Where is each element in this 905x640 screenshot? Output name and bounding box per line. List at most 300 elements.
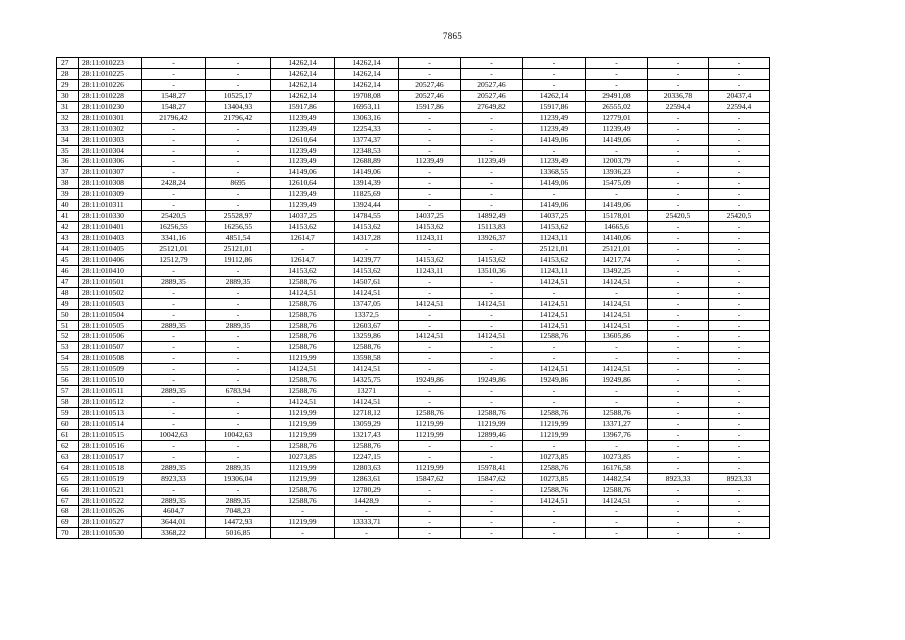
cadastral-code-cell: 28:11:010503 bbox=[79, 298, 142, 309]
value-cell: - bbox=[648, 167, 709, 178]
row-index-cell: 31 bbox=[57, 101, 79, 112]
value-cell: 14262,14 bbox=[271, 68, 335, 79]
value-cell: - bbox=[399, 178, 461, 189]
value-cell: - bbox=[461, 68, 523, 79]
value-cell: 12718,12 bbox=[335, 408, 399, 419]
value-cell: 12588,76 bbox=[271, 331, 335, 342]
table-row bbox=[57, 331, 770, 342]
value-cell: 13371,27 bbox=[586, 418, 648, 429]
cadastral-code-cell: 28:11:010301 bbox=[79, 112, 142, 123]
value-cell: 3644,01 bbox=[142, 517, 206, 528]
value-cell: 25420,5 bbox=[142, 211, 206, 222]
value-cell: - bbox=[709, 58, 770, 69]
cadastral-code-cell: 28:11:010223 bbox=[79, 58, 142, 69]
value-cell: 4851,54 bbox=[206, 233, 271, 244]
value-cell: 13605,86 bbox=[586, 331, 648, 342]
value-cell: - bbox=[142, 298, 206, 309]
value-cell: - bbox=[399, 364, 461, 375]
value-cell: - bbox=[523, 79, 586, 90]
value-cell: - bbox=[461, 112, 523, 123]
value-cell: - bbox=[586, 353, 648, 364]
value-cell: - bbox=[709, 320, 770, 331]
value-cell: - bbox=[399, 440, 461, 451]
value-cell: - bbox=[648, 276, 709, 287]
value-cell: 11219,99 bbox=[271, 517, 335, 528]
value-cell: 14037,25 bbox=[271, 211, 335, 222]
value-cell: 14262,14 bbox=[335, 79, 399, 90]
value-cell: 11239,49 bbox=[586, 123, 648, 134]
value-cell: - bbox=[586, 145, 648, 156]
value-cell: 14124,51 bbox=[335, 397, 399, 408]
value-cell: 14149,06 bbox=[523, 178, 586, 189]
value-cell: - bbox=[586, 386, 648, 397]
value-cell: - bbox=[461, 342, 523, 353]
value-cell: - bbox=[709, 134, 770, 145]
table-row bbox=[57, 58, 770, 69]
value-cell: 12254,33 bbox=[335, 123, 399, 134]
value-cell: 14239,77 bbox=[335, 254, 399, 265]
row-index-cell: 27 bbox=[57, 58, 79, 69]
cadastral-code-cell: 28:11:010508 bbox=[79, 353, 142, 364]
value-cell: - bbox=[461, 528, 523, 539]
value-cell: - bbox=[461, 200, 523, 211]
value-cell: - bbox=[399, 58, 461, 69]
cadastral-code-cell: 28:11:010410 bbox=[79, 265, 142, 276]
row-index-cell: 69 bbox=[57, 517, 79, 528]
cadastral-code-cell: 28:11:010511 bbox=[79, 386, 142, 397]
value-cell: - bbox=[709, 276, 770, 287]
table-row bbox=[57, 309, 770, 320]
table-row bbox=[57, 233, 770, 244]
value-cell: 13271 bbox=[335, 386, 399, 397]
value-cell: 2889,35 bbox=[206, 320, 271, 331]
value-cell: 27649,82 bbox=[461, 101, 523, 112]
value-cell: 14153,62 bbox=[335, 265, 399, 276]
value-cell: 13914,39 bbox=[335, 178, 399, 189]
row-index-cell: 52 bbox=[57, 331, 79, 342]
table-row bbox=[57, 79, 770, 90]
value-cell: 14153,62 bbox=[335, 222, 399, 233]
value-cell: 11219,99 bbox=[271, 408, 335, 419]
value-cell: 11219,99 bbox=[523, 418, 586, 429]
row-index-cell: 60 bbox=[57, 418, 79, 429]
value-cell: - bbox=[586, 517, 648, 528]
value-cell: - bbox=[709, 429, 770, 440]
value-cell: 8923,33 bbox=[142, 473, 206, 484]
value-cell: - bbox=[709, 451, 770, 462]
cadastral-code-cell: 28:11:010307 bbox=[79, 167, 142, 178]
value-cell: - bbox=[648, 397, 709, 408]
value-cell: - bbox=[709, 189, 770, 200]
value-cell: 15475,09 bbox=[586, 178, 648, 189]
value-cell: 11243,11 bbox=[399, 233, 461, 244]
value-cell: 12588,76 bbox=[271, 440, 335, 451]
value-cell: 14124,51 bbox=[586, 276, 648, 287]
value-cell: 14217,74 bbox=[586, 254, 648, 265]
value-cell: - bbox=[709, 495, 770, 506]
value-cell: 13924,44 bbox=[335, 200, 399, 211]
value-cell: 11243,11 bbox=[399, 265, 461, 276]
value-cell: 10273,85 bbox=[586, 451, 648, 462]
value-cell: - bbox=[648, 528, 709, 539]
value-cell: 20527,46 bbox=[461, 79, 523, 90]
value-cell: - bbox=[461, 495, 523, 506]
value-cell: 13217,43 bbox=[335, 429, 399, 440]
value-cell: - bbox=[206, 484, 271, 495]
value-cell: - bbox=[648, 375, 709, 386]
value-cell: - bbox=[648, 134, 709, 145]
value-cell: 2889,35 bbox=[142, 320, 206, 331]
cadastral-code-cell: 28:11:010309 bbox=[79, 189, 142, 200]
value-cell: 1548,27 bbox=[142, 101, 206, 112]
row-index-cell: 59 bbox=[57, 408, 79, 419]
value-cell: - bbox=[206, 156, 271, 167]
cadastral-code-cell: 28:11:010522 bbox=[79, 495, 142, 506]
value-cell: - bbox=[142, 408, 206, 419]
value-cell: 11239,49 bbox=[271, 189, 335, 200]
value-cell: - bbox=[461, 167, 523, 178]
value-cell: - bbox=[648, 189, 709, 200]
table-row bbox=[57, 222, 770, 233]
value-cell: - bbox=[399, 200, 461, 211]
value-cell: - bbox=[523, 287, 586, 298]
value-cell: - bbox=[648, 331, 709, 342]
value-cell: 11239,49 bbox=[523, 123, 586, 134]
cadastral-code-cell: 28:11:010306 bbox=[79, 156, 142, 167]
value-cell: - bbox=[142, 167, 206, 178]
cadastral-code-cell: 28:11:010505 bbox=[79, 320, 142, 331]
value-cell: 6783,94 bbox=[206, 386, 271, 397]
value-cell: 12614,7 bbox=[271, 254, 335, 265]
value-cell: - bbox=[206, 265, 271, 276]
value-cell: 16953,11 bbox=[335, 101, 399, 112]
table-row bbox=[57, 451, 770, 462]
cadastral-code-cell: 28:11:010228 bbox=[79, 90, 142, 101]
value-cell: - bbox=[648, 320, 709, 331]
row-index-cell: 40 bbox=[57, 200, 79, 211]
value-cell: - bbox=[709, 156, 770, 167]
value-cell: 11243,11 bbox=[523, 265, 586, 276]
value-cell: - bbox=[206, 440, 271, 451]
value-cell: - bbox=[142, 375, 206, 386]
value-cell: - bbox=[461, 506, 523, 517]
value-cell: 12588,76 bbox=[586, 408, 648, 419]
value-cell: - bbox=[461, 320, 523, 331]
value-cell: - bbox=[709, 528, 770, 539]
value-cell: - bbox=[709, 342, 770, 353]
value-cell: 14262,14 bbox=[271, 79, 335, 90]
value-cell: - bbox=[399, 123, 461, 134]
value-cell: - bbox=[206, 309, 271, 320]
cadastral-code-cell: 28:11:010521 bbox=[79, 484, 142, 495]
table-row bbox=[57, 156, 770, 167]
value-cell: 13510,36 bbox=[461, 265, 523, 276]
value-cell: 12588,76 bbox=[586, 484, 648, 495]
table-row bbox=[57, 495, 770, 506]
value-cell: 20437,4 bbox=[709, 90, 770, 101]
value-cell: - bbox=[142, 397, 206, 408]
value-cell: 11239,49 bbox=[399, 156, 461, 167]
value-cell: 11239,49 bbox=[271, 145, 335, 156]
value-cell: 25420,5 bbox=[648, 211, 709, 222]
value-cell: - bbox=[586, 440, 648, 451]
value-cell: 16256,55 bbox=[142, 222, 206, 233]
value-cell: - bbox=[709, 243, 770, 254]
value-cell: - bbox=[271, 243, 335, 254]
row-index-cell: 56 bbox=[57, 375, 79, 386]
value-cell: - bbox=[648, 429, 709, 440]
value-cell: 19708,08 bbox=[335, 90, 399, 101]
value-cell: - bbox=[648, 298, 709, 309]
table-row bbox=[57, 211, 770, 222]
value-cell: - bbox=[709, 123, 770, 134]
value-cell: - bbox=[648, 243, 709, 254]
table-row bbox=[57, 440, 770, 451]
value-cell: - bbox=[709, 462, 770, 473]
value-cell: 14124,51 bbox=[586, 320, 648, 331]
row-index-cell: 66 bbox=[57, 484, 79, 495]
value-cell: 2889,35 bbox=[206, 495, 271, 506]
cadastral-code-cell: 28:11:010226 bbox=[79, 79, 142, 90]
value-cell: 19249,86 bbox=[586, 375, 648, 386]
row-index-cell: 54 bbox=[57, 353, 79, 364]
value-cell: - bbox=[142, 484, 206, 495]
value-cell: 12588,76 bbox=[271, 484, 335, 495]
value-cell: 10273,85 bbox=[271, 451, 335, 462]
value-cell: - bbox=[399, 320, 461, 331]
row-index-cell: 30 bbox=[57, 90, 79, 101]
value-cell: - bbox=[461, 287, 523, 298]
value-cell: 1548,27 bbox=[142, 90, 206, 101]
value-cell: 13598,58 bbox=[335, 353, 399, 364]
value-cell: 14140,06 bbox=[586, 233, 648, 244]
value-cell: 12588,76 bbox=[335, 342, 399, 353]
value-cell: - bbox=[709, 68, 770, 79]
cadastral-code-cell: 28:11:010302 bbox=[79, 123, 142, 134]
value-cell: 12863,61 bbox=[335, 473, 399, 484]
value-cell: 15917,86 bbox=[271, 101, 335, 112]
value-cell: 2889,35 bbox=[142, 386, 206, 397]
table-row bbox=[57, 134, 770, 145]
value-cell: - bbox=[461, 58, 523, 69]
value-cell: 11239,49 bbox=[461, 156, 523, 167]
value-cell: 14784,55 bbox=[335, 211, 399, 222]
cadastral-code-cell: 28:11:010517 bbox=[79, 451, 142, 462]
row-index-cell: 64 bbox=[57, 462, 79, 473]
row-index-cell: 32 bbox=[57, 112, 79, 123]
value-cell: - bbox=[399, 134, 461, 145]
value-cell: - bbox=[399, 484, 461, 495]
value-cell: - bbox=[206, 200, 271, 211]
cadastral-code-cell: 28:11:010506 bbox=[79, 331, 142, 342]
value-cell: - bbox=[523, 145, 586, 156]
value-cell: 10273,85 bbox=[523, 473, 586, 484]
value-cell: - bbox=[709, 331, 770, 342]
value-cell: - bbox=[206, 342, 271, 353]
cadastral-code-cell: 28:11:010502 bbox=[79, 287, 142, 298]
value-cell: - bbox=[709, 418, 770, 429]
value-cell: - bbox=[648, 265, 709, 276]
value-cell: 12780,29 bbox=[335, 484, 399, 495]
value-cell: - bbox=[648, 287, 709, 298]
value-cell: 11219,99 bbox=[523, 429, 586, 440]
value-cell: 11239,49 bbox=[271, 123, 335, 134]
row-index-cell: 51 bbox=[57, 320, 79, 331]
row-index-cell: 36 bbox=[57, 156, 79, 167]
value-cell: - bbox=[142, 331, 206, 342]
value-cell: 12588,76 bbox=[335, 440, 399, 451]
value-cell: - bbox=[142, 200, 206, 211]
value-cell: - bbox=[648, 517, 709, 528]
value-cell: - bbox=[461, 353, 523, 364]
table-row bbox=[57, 178, 770, 189]
table-row bbox=[57, 167, 770, 178]
value-cell: 15917,86 bbox=[523, 101, 586, 112]
value-cell: - bbox=[648, 145, 709, 156]
value-cell: - bbox=[142, 156, 206, 167]
cadastral-code-cell: 28:11:010504 bbox=[79, 309, 142, 320]
value-cell: - bbox=[399, 397, 461, 408]
value-cell: - bbox=[648, 451, 709, 462]
value-cell: 12614,7 bbox=[271, 233, 335, 244]
value-cell: 25121,01 bbox=[586, 243, 648, 254]
value-cell: - bbox=[461, 440, 523, 451]
value-cell: 14124,51 bbox=[523, 495, 586, 506]
value-cell: 14665,6 bbox=[586, 222, 648, 233]
table-row bbox=[57, 320, 770, 331]
value-cell: - bbox=[461, 386, 523, 397]
value-cell: 14153,62 bbox=[523, 254, 586, 265]
value-cell: - bbox=[523, 528, 586, 539]
value-cell: 15847,62 bbox=[461, 473, 523, 484]
value-cell: 14325,75 bbox=[335, 375, 399, 386]
value-cell: 25121,01 bbox=[142, 243, 206, 254]
value-cell: 14124,51 bbox=[523, 298, 586, 309]
value-cell: - bbox=[709, 408, 770, 419]
value-cell: 13774,37 bbox=[335, 134, 399, 145]
cadastral-code-cell: 28:11:010406 bbox=[79, 254, 142, 265]
value-cell: - bbox=[709, 484, 770, 495]
value-cell: - bbox=[399, 353, 461, 364]
value-cell: 14124,51 bbox=[461, 298, 523, 309]
value-cell: 11219,99 bbox=[399, 429, 461, 440]
value-cell: - bbox=[206, 375, 271, 386]
cadastral-code-cell: 28:11:010311 bbox=[79, 200, 142, 211]
value-cell: 14124,51 bbox=[399, 298, 461, 309]
value-cell: 14262,14 bbox=[335, 68, 399, 79]
cadastral-code-cell: 28:11:010405 bbox=[79, 243, 142, 254]
value-cell: - bbox=[709, 200, 770, 211]
value-cell: - bbox=[709, 309, 770, 320]
value-cell: - bbox=[461, 364, 523, 375]
value-cell: 14153,62 bbox=[399, 254, 461, 265]
value-cell: 15178,01 bbox=[586, 211, 648, 222]
value-cell: 14124,51 bbox=[271, 287, 335, 298]
value-cell: 12588,76 bbox=[271, 386, 335, 397]
row-index-cell: 67 bbox=[57, 495, 79, 506]
table-row bbox=[57, 462, 770, 473]
value-cell: 14149,06 bbox=[586, 134, 648, 145]
value-cell: 13368,55 bbox=[523, 167, 586, 178]
value-cell: 13372,5 bbox=[335, 309, 399, 320]
table-row bbox=[57, 200, 770, 211]
value-cell: - bbox=[709, 145, 770, 156]
value-cell: - bbox=[461, 134, 523, 145]
value-cell: 11243,11 bbox=[523, 233, 586, 244]
value-cell: 10042,63 bbox=[142, 429, 206, 440]
cadastral-code-cell: 28:11:010401 bbox=[79, 222, 142, 233]
value-cell: - bbox=[206, 418, 271, 429]
value-cell: 2428,24 bbox=[142, 178, 206, 189]
value-cell: - bbox=[523, 517, 586, 528]
value-cell: 11219,99 bbox=[271, 353, 335, 364]
cadastral-code-cell: 28:11:010527 bbox=[79, 517, 142, 528]
value-cell: - bbox=[206, 68, 271, 79]
value-cell: 12588,76 bbox=[271, 342, 335, 353]
value-cell: - bbox=[523, 342, 586, 353]
value-cell: 11239,49 bbox=[523, 156, 586, 167]
value-cell: - bbox=[142, 342, 206, 353]
value-cell: - bbox=[399, 243, 461, 254]
value-cell: 8923,33 bbox=[709, 473, 770, 484]
row-index-cell: 45 bbox=[57, 254, 79, 265]
value-cell: - bbox=[399, 145, 461, 156]
value-cell: - bbox=[648, 506, 709, 517]
value-cell: - bbox=[523, 440, 586, 451]
value-cell: 20527,46 bbox=[461, 90, 523, 101]
value-cell: - bbox=[709, 167, 770, 178]
value-cell: 8923,33 bbox=[648, 473, 709, 484]
value-cell: - bbox=[709, 364, 770, 375]
value-cell: 2889,35 bbox=[142, 276, 206, 287]
value-cell: - bbox=[206, 364, 271, 375]
row-index-cell: 44 bbox=[57, 243, 79, 254]
value-cell: 14507,61 bbox=[335, 276, 399, 287]
table-row bbox=[57, 484, 770, 495]
value-cell: - bbox=[709, 222, 770, 233]
value-cell: 2889,35 bbox=[206, 276, 271, 287]
value-cell: - bbox=[142, 364, 206, 375]
value-cell: 11219,99 bbox=[399, 418, 461, 429]
value-cell: - bbox=[206, 287, 271, 298]
value-cell: 14149,06 bbox=[335, 167, 399, 178]
value-cell: 12803,63 bbox=[335, 462, 399, 473]
value-cell: 3368,22 bbox=[142, 528, 206, 539]
value-cell: - bbox=[142, 451, 206, 462]
value-cell: 13936,23 bbox=[586, 167, 648, 178]
value-cell: - bbox=[648, 342, 709, 353]
value-cell: 12588,76 bbox=[461, 408, 523, 419]
row-index-cell: 42 bbox=[57, 222, 79, 233]
cadastral-code-cell: 28:11:010230 bbox=[79, 101, 142, 112]
value-cell: - bbox=[586, 397, 648, 408]
value-cell: - bbox=[399, 287, 461, 298]
value-cell: - bbox=[709, 287, 770, 298]
value-cell: 14262,14 bbox=[335, 58, 399, 69]
value-cell: 14317,28 bbox=[335, 233, 399, 244]
value-cell: - bbox=[142, 123, 206, 134]
value-cell: 2889,35 bbox=[142, 495, 206, 506]
value-cell: 12610,64 bbox=[271, 178, 335, 189]
value-cell: - bbox=[648, 222, 709, 233]
value-cell: - bbox=[206, 451, 271, 462]
value-cell: - bbox=[648, 386, 709, 397]
table-row bbox=[57, 298, 770, 309]
value-cell: - bbox=[648, 58, 709, 69]
value-cell: 14153,62 bbox=[271, 265, 335, 276]
value-cell: - bbox=[461, 145, 523, 156]
value-cell: 14124,51 bbox=[335, 287, 399, 298]
